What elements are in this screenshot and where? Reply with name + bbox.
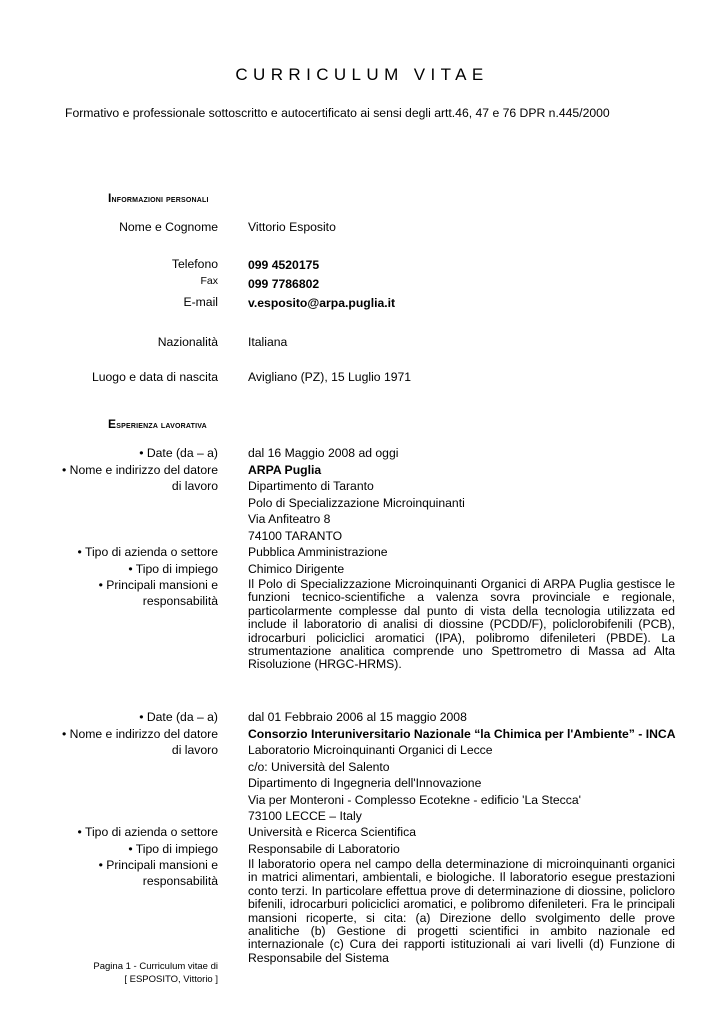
email-value: v.esposito@arpa.puglia.it xyxy=(248,296,396,310)
employer-label: • Nome e indirizzo del datore di lavoro xyxy=(61,463,218,494)
name-label: Nome e Cognome xyxy=(119,220,218,234)
birth-label: Luogo e data di nascita xyxy=(91,370,218,384)
job-sector: Pubblica Amministrazione xyxy=(248,545,388,559)
job-type: Responsabile di Laboratorio xyxy=(248,842,400,856)
name-value: Vittorio Esposito xyxy=(248,220,336,234)
sector-label: • Tipo di azienda o settore xyxy=(77,825,218,839)
job-type-label: • Tipo di impiego xyxy=(128,842,218,856)
job-dates: dal 16 Maggio 2008 ad oggi xyxy=(248,446,399,460)
job-sector: Università e Ricerca Scientifica xyxy=(248,825,416,839)
phone-label: Telefono xyxy=(171,257,218,271)
footer-name-label: [ ESPOSITO, Vittorio ] xyxy=(124,974,218,985)
dates-label: • Date (da – a) xyxy=(139,446,218,460)
birth-value: Avigliano (PZ), 15 Luglio 1971 xyxy=(248,370,412,384)
fax-value: 099 7786802 xyxy=(248,277,320,291)
employer-label: • Nome e indirizzo del datore di lavoro xyxy=(61,727,218,758)
nationality-value: Italiana xyxy=(248,335,288,349)
job-employer: ARPA Puglia Dipartimento di Taranto Polo di Specializzazione Microinquinanti Via Anfiteatro 8 74100 TARANTO xyxy=(248,463,465,543)
section-work-experience: Esperienza lavorativa xyxy=(108,417,207,431)
document-subtitle: Formativo e professionale sottoscritto e autocertificato ai sensi degli artt.46, 47 e 76 DPR n.445/2000 xyxy=(65,106,610,120)
job-duties: Il Polo di Specializzazione Microinquinanti Organici di ARPA Puglia gestisce le funzioni tecnico-scientifiche a valenza sovra provinciale e regionale, particolarmente complesse dal punto di vista della tecnologia utilizzata ed include il laboratorio di analisi di diossine (PCDD/F), policlorobifenili (PCB), idrocarburi policiclici aromatici (IPA), polibromo difenileteri (PBDE). La strumentazione analitica comprende uno Spettrometro di Massa ad Alta Risoluzione (HRGC-HRMS). xyxy=(248,577,675,672)
document-title: CURRICULUM VITAE xyxy=(235,65,489,84)
job-dates: dal 01 Febbraio 2006 al 15 maggio 2008 xyxy=(248,710,467,724)
section-personal-info: Informazioni personali xyxy=(108,191,209,205)
job-type-label: • Tipo di impiego xyxy=(128,562,218,576)
job-type: Chimico Dirigente xyxy=(248,562,345,576)
duties-label: • Principali mansioni e responsabilità xyxy=(98,858,218,889)
fax-label: Fax xyxy=(200,275,218,287)
phone-value: 099 4520175 xyxy=(248,258,320,272)
nationality-label: Nazionalità xyxy=(157,335,218,349)
job-duties: Il laboratorio opera nel campo della determinazione di microinquinanti organici in matrici alimentari, ambientali, e biologiche. Il laboratorio esegue prestazioni conto terzi. In particolare effettua prove di determinazione di diossine, policloro bifenili, idrocarburi policiclici aromatici, e polibromo difenileteri. Fra le principali mansioni ricoperte, si cita: (a) Direzione dello svolgimento delle prove analitiche (b) Gestione di progetti scientifici in ambito nazionale ed internazionale (c) Cura dei rapporti istituzionali ai vari livelli (d) Funzione di Responsabile del Sistema xyxy=(248,857,675,965)
duties-label: • Principali mansioni e responsabilità xyxy=(98,578,218,609)
job-employer: Consorzio Interuniversitario Nazionale “la Chimica per l'Ambiente” - INCA Laboratorio Microinquinanti Organici di Lecce c/o: Università del Salento Dipartimento di Ingegneria dell'Innovazione Via per Monteroni - Complesso Ecotekne - edificio 'La Stecca' 73100 LECCE – Italy xyxy=(248,727,676,824)
email-label: E-mail xyxy=(183,295,218,309)
dates-label: • Date (da – a) xyxy=(139,710,218,724)
page-footer xyxy=(93,960,218,986)
sector-label: • Tipo di azienda o settore xyxy=(77,545,218,559)
footer-page-label: Pagina 1 - Curriculum vitae di xyxy=(93,961,218,972)
